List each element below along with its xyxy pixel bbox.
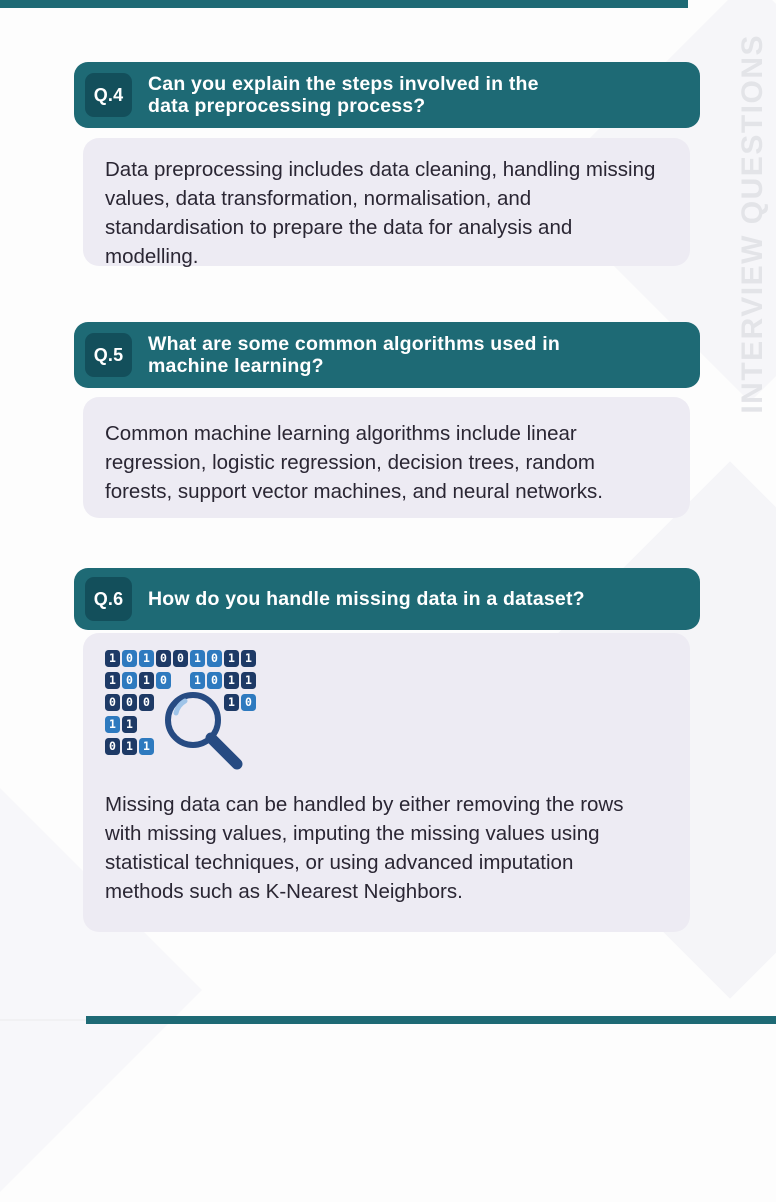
bottom-accent-bar [86, 1016, 776, 1024]
question-title-line: How do you handle missing data in a dataset? [148, 588, 585, 610]
binary-tile: 1 [122, 716, 137, 733]
magnifying-glass-icon [157, 684, 267, 776]
question-header-q4 [74, 62, 700, 128]
question-number-badge: Q.5 [85, 333, 132, 377]
binary-tile: 0 [122, 694, 137, 711]
question-title-line: machine learning? [148, 355, 324, 377]
question-header-q6 [74, 568, 700, 630]
question-title [148, 588, 585, 610]
binary-tile: 1 [122, 738, 137, 755]
binary-tile: 1 [139, 738, 154, 755]
binary-tile: 1 [105, 650, 120, 667]
question-number-badge: Q.6 [85, 577, 132, 621]
binary-tile: 1 [190, 650, 205, 667]
binary-tile: 0 [207, 650, 222, 667]
binary-tile: 1 [224, 672, 239, 689]
binary-tile: 1 [105, 716, 120, 733]
binary-tile: 1 [241, 672, 256, 689]
binary-tile: 1 [139, 672, 154, 689]
answer-text: Common machine learning algorithms include linear regression, logistic regression, decision trees, random forests, support vector machines, and neural networks. [105, 422, 603, 503]
binary-tile: 1 [105, 672, 120, 689]
answer-card-q5 [83, 397, 690, 518]
binary-tile: 1 [241, 650, 256, 667]
answer-text: Data preprocessing includes data cleaning, handling missing values, data transformation, normalisation, and standardisation to prepare the data for analysis and modelling. [105, 158, 656, 268]
binary-tile: 0 [122, 650, 137, 667]
binary-tile: 0 [105, 694, 120, 711]
binary-tile: 0 [207, 672, 222, 689]
question-title-line: data preprocessing process? [148, 95, 426, 117]
binary-tile: 0 [241, 694, 256, 711]
binary-row [105, 650, 375, 667]
vertical-watermark-text: INTERVIEW QUESTIONS [736, 34, 769, 414]
top-accent-bar [0, 0, 688, 8]
binary-tile: 0 [156, 672, 171, 689]
binary-tile: 1 [224, 694, 239, 711]
question-number-badge: Q.4 [85, 73, 132, 117]
binary-data-illustration [105, 650, 375, 778]
binary-tile: 1 [190, 672, 205, 689]
answer-card-q4 [83, 138, 690, 266]
answer-text: Missing data can be handled by either removing the rows with missing values, imputing the missing values using statistical techniques, or using advanced imputation methods such as K-Nearest Neighbors. [105, 793, 624, 903]
binary-tile: 0 [156, 650, 171, 667]
binary-tile: 1 [139, 650, 154, 667]
question-title-line: Can you explain the steps involved in the [148, 73, 539, 95]
binary-tile: 1 [224, 650, 239, 667]
binary-tile: 0 [173, 650, 188, 667]
binary-tile: 0 [122, 672, 137, 689]
answer-card-q6 [83, 633, 690, 932]
question-title [148, 333, 560, 377]
binary-tile: 0 [139, 694, 154, 711]
question-title [148, 73, 539, 117]
question-title-line: What are some common algorithms used in [148, 333, 560, 355]
question-header-q5 [74, 322, 700, 388]
binary-tile: 0 [105, 738, 120, 755]
